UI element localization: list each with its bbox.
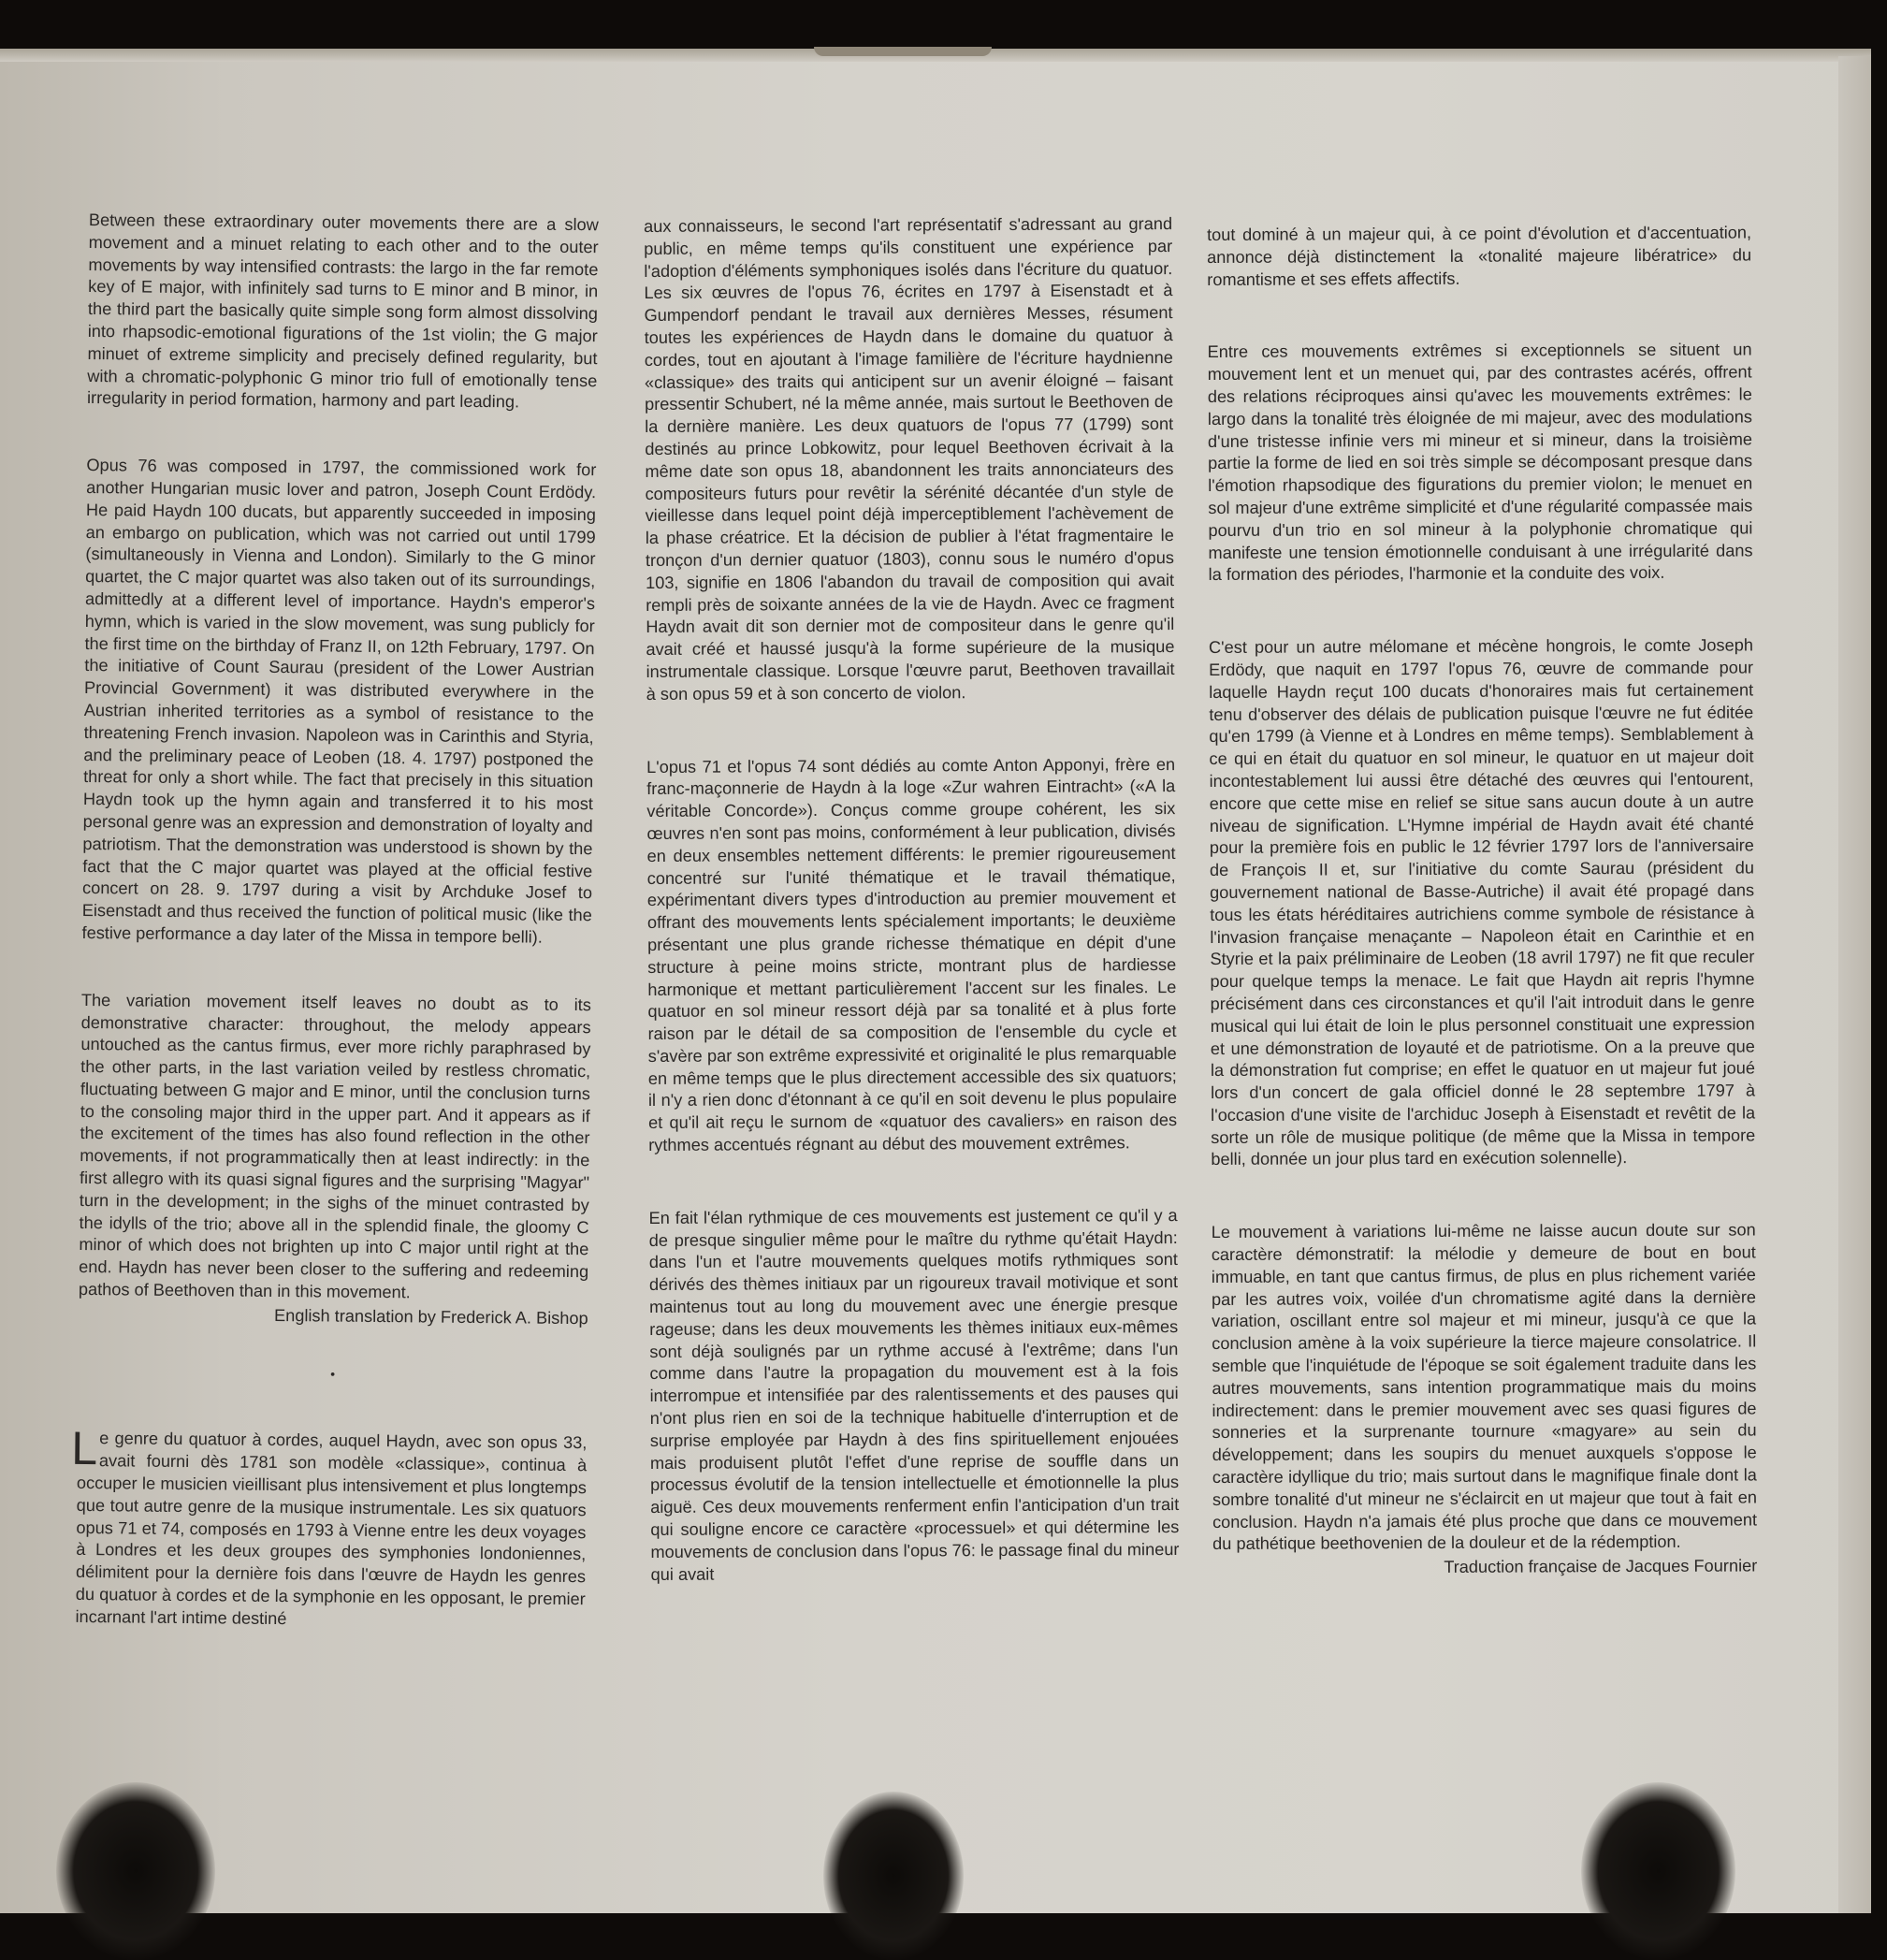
paragraph-gap xyxy=(648,1154,1177,1208)
french-paragraph-3: En fait l'élan rythmique de ces mouvements est justement ce qu'il y a de presque singulier même pour le maître du rythme qu'était Haydn: dans l'un et l'autre mouvements quelques motifs rythmiques sont dérivés des thèmes initiaux par un rigoureux travail motivique et sont maintenus tout au long du mouvement avec une énergie presque rageuse; dans les deux mouvements les thèmes initiaux eux-mêmes sont déjà soulignés par un rythme accusé à l'extrême; dans l'un comme dans l'autre la propagation du mouvement est à la fois interrompue et intensifiée par des ralentissements et des pauses qui n'ont plus rien en soi de la technique habituelle d'interruption et de surprise employée par Haydn à des fins spirituellement enjouées mais produisent plutôt l'effet d'une reprise de souffle dans un processus évolutif de la tension intellectuelle et émotionnelle la plus aiguë. Ces deux mouvements renferment enfin l'anticipation d'un trait qui souligne encore ce caractère «processuel» et qui détermine les mouvements de conclusion dans l'opus 76: le passage final du mineur qui avait xyxy=(648,1205,1180,1584)
thumb-shadow-left xyxy=(56,1782,215,1960)
french-paragraph-4: tout dominé à un majeur qui, à ce point d'évolution et d'accentuation, annonce déjà distinctement la «tonalité majeure libératrice» du romantisme et ses effets affectifs. xyxy=(1207,223,1752,289)
french-paragraph-1: aux connaisseurs, le second l'art représentatif s'adressant au grand public, en même temps qu'ils constituent une expérience par l'adoption d'éléments symphoniques isolés dans l'écriture du quatuor. Les six œuvres de l'opus 76, écrites en 1797 à Eisenstadt et à Gumpendorf pendant le travail aux dernières Messes, résument toutes les expériences de Haydn dans le domaine du quatuor à cordes, tout en ajoutant à l'image familière de l'écriture haydnienne «classique» des traits qui anticipent sur un avenir éloigné – faisant pressentir Schubert, né la même année, mais surtout le Beethoven de la dernière manière. Les deux quatuors de l'opus 77 (1799) sont destinés au prince Lobkowitz, pour lequel Beethoven écrivait à la même date son opus 18, abandonnent les traits annonciateurs des compositeurs futurs pour revêtir la sérénité décantée d'un style de vieillesse dans lequel point déjà imperceptiblement l'achèvement de la phase créatrice. Et la décision de publier à l'état fragmentaire le tronçon d'un dernier quatuor (1803), connu sous le numéro d'opus 103, signifie en 1806 l'abandon du travail de composition qui avait rempli près de soixante années de la vie de Haydn. Avec ce fragment Haydn avait dit son dernier mot de compositeur dans le genre qu'il avait créé et haussé jusqu'à la forme supérieure de la musique instrumentale classique. Lorsque l'œuvre parut, Beethoven travaillait à son opus 59 et à son concerto de violon. xyxy=(644,214,1175,704)
column-french-middle xyxy=(644,213,1180,1586)
section-separator: • xyxy=(330,1366,336,1382)
english-translation-credit: English translation by Frederick A. Bishop xyxy=(273,1305,588,1328)
english-paragraph-3: The variation movement itself leaves no doubt as to its demonstrative character: throughout, the melody appears untouched as the cantus firmus, ever more richly paraphrased by the other parts, in the last variation veiled by restless chromatic, fluctuating between G major and E minor, until the conclusion turns to the consoling major third in the upper part. And it appears as if the excitement of the times has also found reflection in the other movements, if not programmatically then at least indirectly: in the first allegro with its quasi signal figures and the surprising "Magyar" turn in the development; in the sighs of the minuet contrasted by the idylls of the trio; above all in the splendid finale, the gloomy C minor of which does not brighten up into C major until right at the end. Haydn has never been closer to the suffering and redeeming pathos of Beethoven than in this movement. xyxy=(78,990,591,1302)
paragraph-gap xyxy=(646,704,1175,757)
french-paragraph-6: C'est pour un autre mélomane et mécène hongrois, le comte Joseph Erdödy, que naquit en 1797 l'opus 76, œuvre de commande pour laquelle Haydn reçut 100 ducats d'honoraires mais fut certainement tenu d'observer des délais de publication puisque l'œuvre ne fut éditée qu'en 1799 (à Vienne et à Londres en même temps). Semblablement à ce qui en était du quatuor en sol mineur, le quatuor en ut majeur doit incontestablement lui aussi être détaché des œuvres qui l'entourent, encore que cette mise en relief se situe sans aucun doute à un autre niveau de signification. L'Hymne impérial de Haydn avait été chanté pour la première fois en public le 12 février 1797 lors de l'anniversaire de François II et, sur l'initiative du comte Saurau (président du gouvernement national de Basse-Autriche) il avait été propagé dans tous les états héréditaires autrichiens comme symbole de résistance à l'invasion française menaçante – Napoleon était en Carinthie et en Styrie et la paix préliminaire de Leoben (18 avril 1797) ne fit que reculer pour quelque temps la menace. Le fait que Haydn ait repris l'hymne précisément dans ces circonstances et qu'il l'ait introduit dans le genre musical qui lui était de loin le plus personnel constituait une expression et une démonstration de loyauté et de patriotisme. On a la preuve que la démonstration fut comprise; en effet le quatuor en ut majeur fut joué lors d'un concert de gala officiel donné le 28 septembre 1797 à l'occasion d'une visite de l'archiduc Joseph à Eisenstadt et revêtit de la sorte un rôle de musique politique (de même que la Missa in tempore belli, donnée un jour plus tard en exécution solennelle). xyxy=(1208,635,1756,1169)
thumb-shadow-right xyxy=(1581,1782,1735,1960)
sheet-right-edge xyxy=(1838,56,1871,1913)
thumb-shadow-middle xyxy=(823,1792,964,1960)
french-paragraph-7: Le mouvement à variations lui-même ne laisse aucun doute sur son caractère démonstratif: la mélodie y demeure de bout en bout immuable, en tant que cantus firmus, de plus en plus richement variée par les autres voix, voilée d'un chromatisme agité dans la dernière variation, oscillant entre sol majeur et mi mineur, jusqu'à ce que la conclusion amène à la voix supérieure la tierce majeure consolatrice. Il semble que l'inquiétude de l'époque se soit également traduite dans les autres mouvements, sans intention programmatique mais du moins indirectement: dans le premier mouvement avec ses quasi figures de sonneries et la surprenante tournure «magyare» au sein du développement; dans les soupirs du menuet auxquels s'oppose le caractère idyllique du trio; mais surtout dans le magnifique finale dont la sombre tonalité d'ut mineur ne s'éclaircit en ut majeur que tout à fait en conclusion. Haydn n'a jamais été plus proche que dans ce mouvement du pathétique beethovenien de la douleur et de la rédemption. xyxy=(1211,1220,1758,1554)
paragraph-gap xyxy=(86,410,596,459)
french-paragraph-2: L'opus 71 et l'opus 74 sont dédiés au comte Anton Apponyi, frère en franc-maçonnerie de Haydn à la loge «Zur wahren Eintracht» («A la véritable Concorde»). Conçus comme groupe cohérent, les six œuvres n'en sont pas moins, conformément à leur publication, divisés en deux ensembles nettement différents: le premier rigoureusement concentré sur l'unité thématique et le travail thématique, expérimentant divers types d'introduction au premier mouvement et offrant des mouvements lents spécialement importants; le deuxième présentant une plus grande richesse thématique en dépit d'une structure à peine moins stricte, montrant plus de hardiesse harmonique et mettant particulièrement l'accent sur les finales. Le quatuor en sol mineur ressort déjà par sa tonalité et à plus forte raison par le détail de sa composition de l'ensemble du cycle et s'avère par son extrême expressivité et originalité le plus remarquable en même temps que le plus directement accessible des six quatuors; il n'y a rien donc d'étonnant à ce qu'il en soit devenu le plus populaire et qu'il ait reçu le surnom de «quatuor des cavaliers» en raison des rythmes accentués régnant au début des mouvement extrêmes. xyxy=(646,754,1178,1155)
french-translation-credit: Traduction française de Jacques Fournier xyxy=(1444,1556,1758,1577)
french-intro-text: e genre du quatuor à cordes, auquel Haydn, avec son opus 33, avait fourni dès 1781 son modèle «classique», continua à occuper le musicien vieillisant plus intensivement et plus longtemps que tout autre genre de la musique instrumentale. Les six quatuors opus 71 et 74, composés en 1793 à Vienne entre les deux voyages à Londres et les deux groupes des symphonies londoniennes, délimitent pour la dernière fois dans l'œuvre de Haydn les genres du quatuor à cordes et de la symphonie en les opposant, le premier incarnant l'art intime destiné xyxy=(75,1429,588,1628)
drop-cap-initial: L xyxy=(71,1422,98,1475)
paragraph-gap xyxy=(81,945,591,995)
english-paragraph-1: Between these extraordinary outer movements there are a slow movement and a minuet relating to each other and to the outer movements by way intensified contrasts: the largo in the far remote key of E major, with infinitely sad turns to E minor and B minor, in the third part the basically quite simple song form almost dissolving into rhapsodic-emotional figurations of the 1st violin; the G major minuet of extreme simplicity and precisely defined regularity, but with a chromatic-polyphonic G minor trio full of emotionally tense irregularity in period formation, harmony and part leading. xyxy=(86,210,599,412)
column-french-right xyxy=(1207,222,1757,1580)
paragraph-gap xyxy=(1211,1169,1755,1223)
paragraph-gap xyxy=(1209,585,1753,638)
french-paragraph-5: Entre ces mouvements extrêmes si exceptionnels se situent un mouvement lent et un menuet qui, par des contrastes acérés, offrent des relations réciproques ainsi qu'avec les mouvements extrêmes: le largo dans la tonalité très éloignée de mi majeur, avec des modulations d'une tristesse infinie vers mi mineur et si mineur, dans la troisième partie la forme de lied en soi très simple se décomposant presque dans l'émotion rhapsodique des figurations du premier violon; le menuet en sol majeur d'une extrême simplicité et d'une régularité compassée mais pourvu d'un trio en sol mineur à la polyphonie chromatique qui manifeste une tension émotionnelle conduisant à une irrégularité dans la formation des périodes, l'harmonie et la conduite des voix. xyxy=(1207,340,1753,585)
english-paragraph-2: Opus 76 was composed in 1797, the commissioned work for another Hungarian music lover and patron, Joseph Count Erdödy. He paid Haydn 100 ducats, but apparently succeeded in imposing an embargo on publication, which was not carried out until 1799 (simultaneously in Vienna and London). Similarly to the G minor quartet, the C major quartet was also taken out of its surroundings, admittedly at a different level of importance. Haydn's emperor's hymn, which is varied in the slow movement, was sung publicly for the first time on the birthday of Franz II, on 12th February, 1797. On the initiative of Count Saurau (president of the Lower Austrian Provincial Government) it was distributed everywhere in the Austrian inherited territories as a symbol of resistance to the threatening French invasion. Napoleon was in Carinthis and Styria, and the preliminary peace of Leoben (18. 4. 1797) postponed the threat for only a short while. The fact that precisely in this situation Haydn took up the hymn again and transferred it to his most personal genre was an expression and demonstration of loyalty and patriotism. That the demonstration was understood is shown by the fact that the C major quartet was played at the official festive concert on 28. 9. 1797 during a visit by Archduke Josef to Eisenstadt and thus received the function of political music (like the festive performance a day later of the Missa in tempore belli). xyxy=(81,456,597,947)
paragraph-gap xyxy=(1207,289,1751,342)
french-intro-paragraph xyxy=(71,1422,588,1633)
column-english xyxy=(71,210,599,1633)
sheet-notch xyxy=(814,47,992,56)
